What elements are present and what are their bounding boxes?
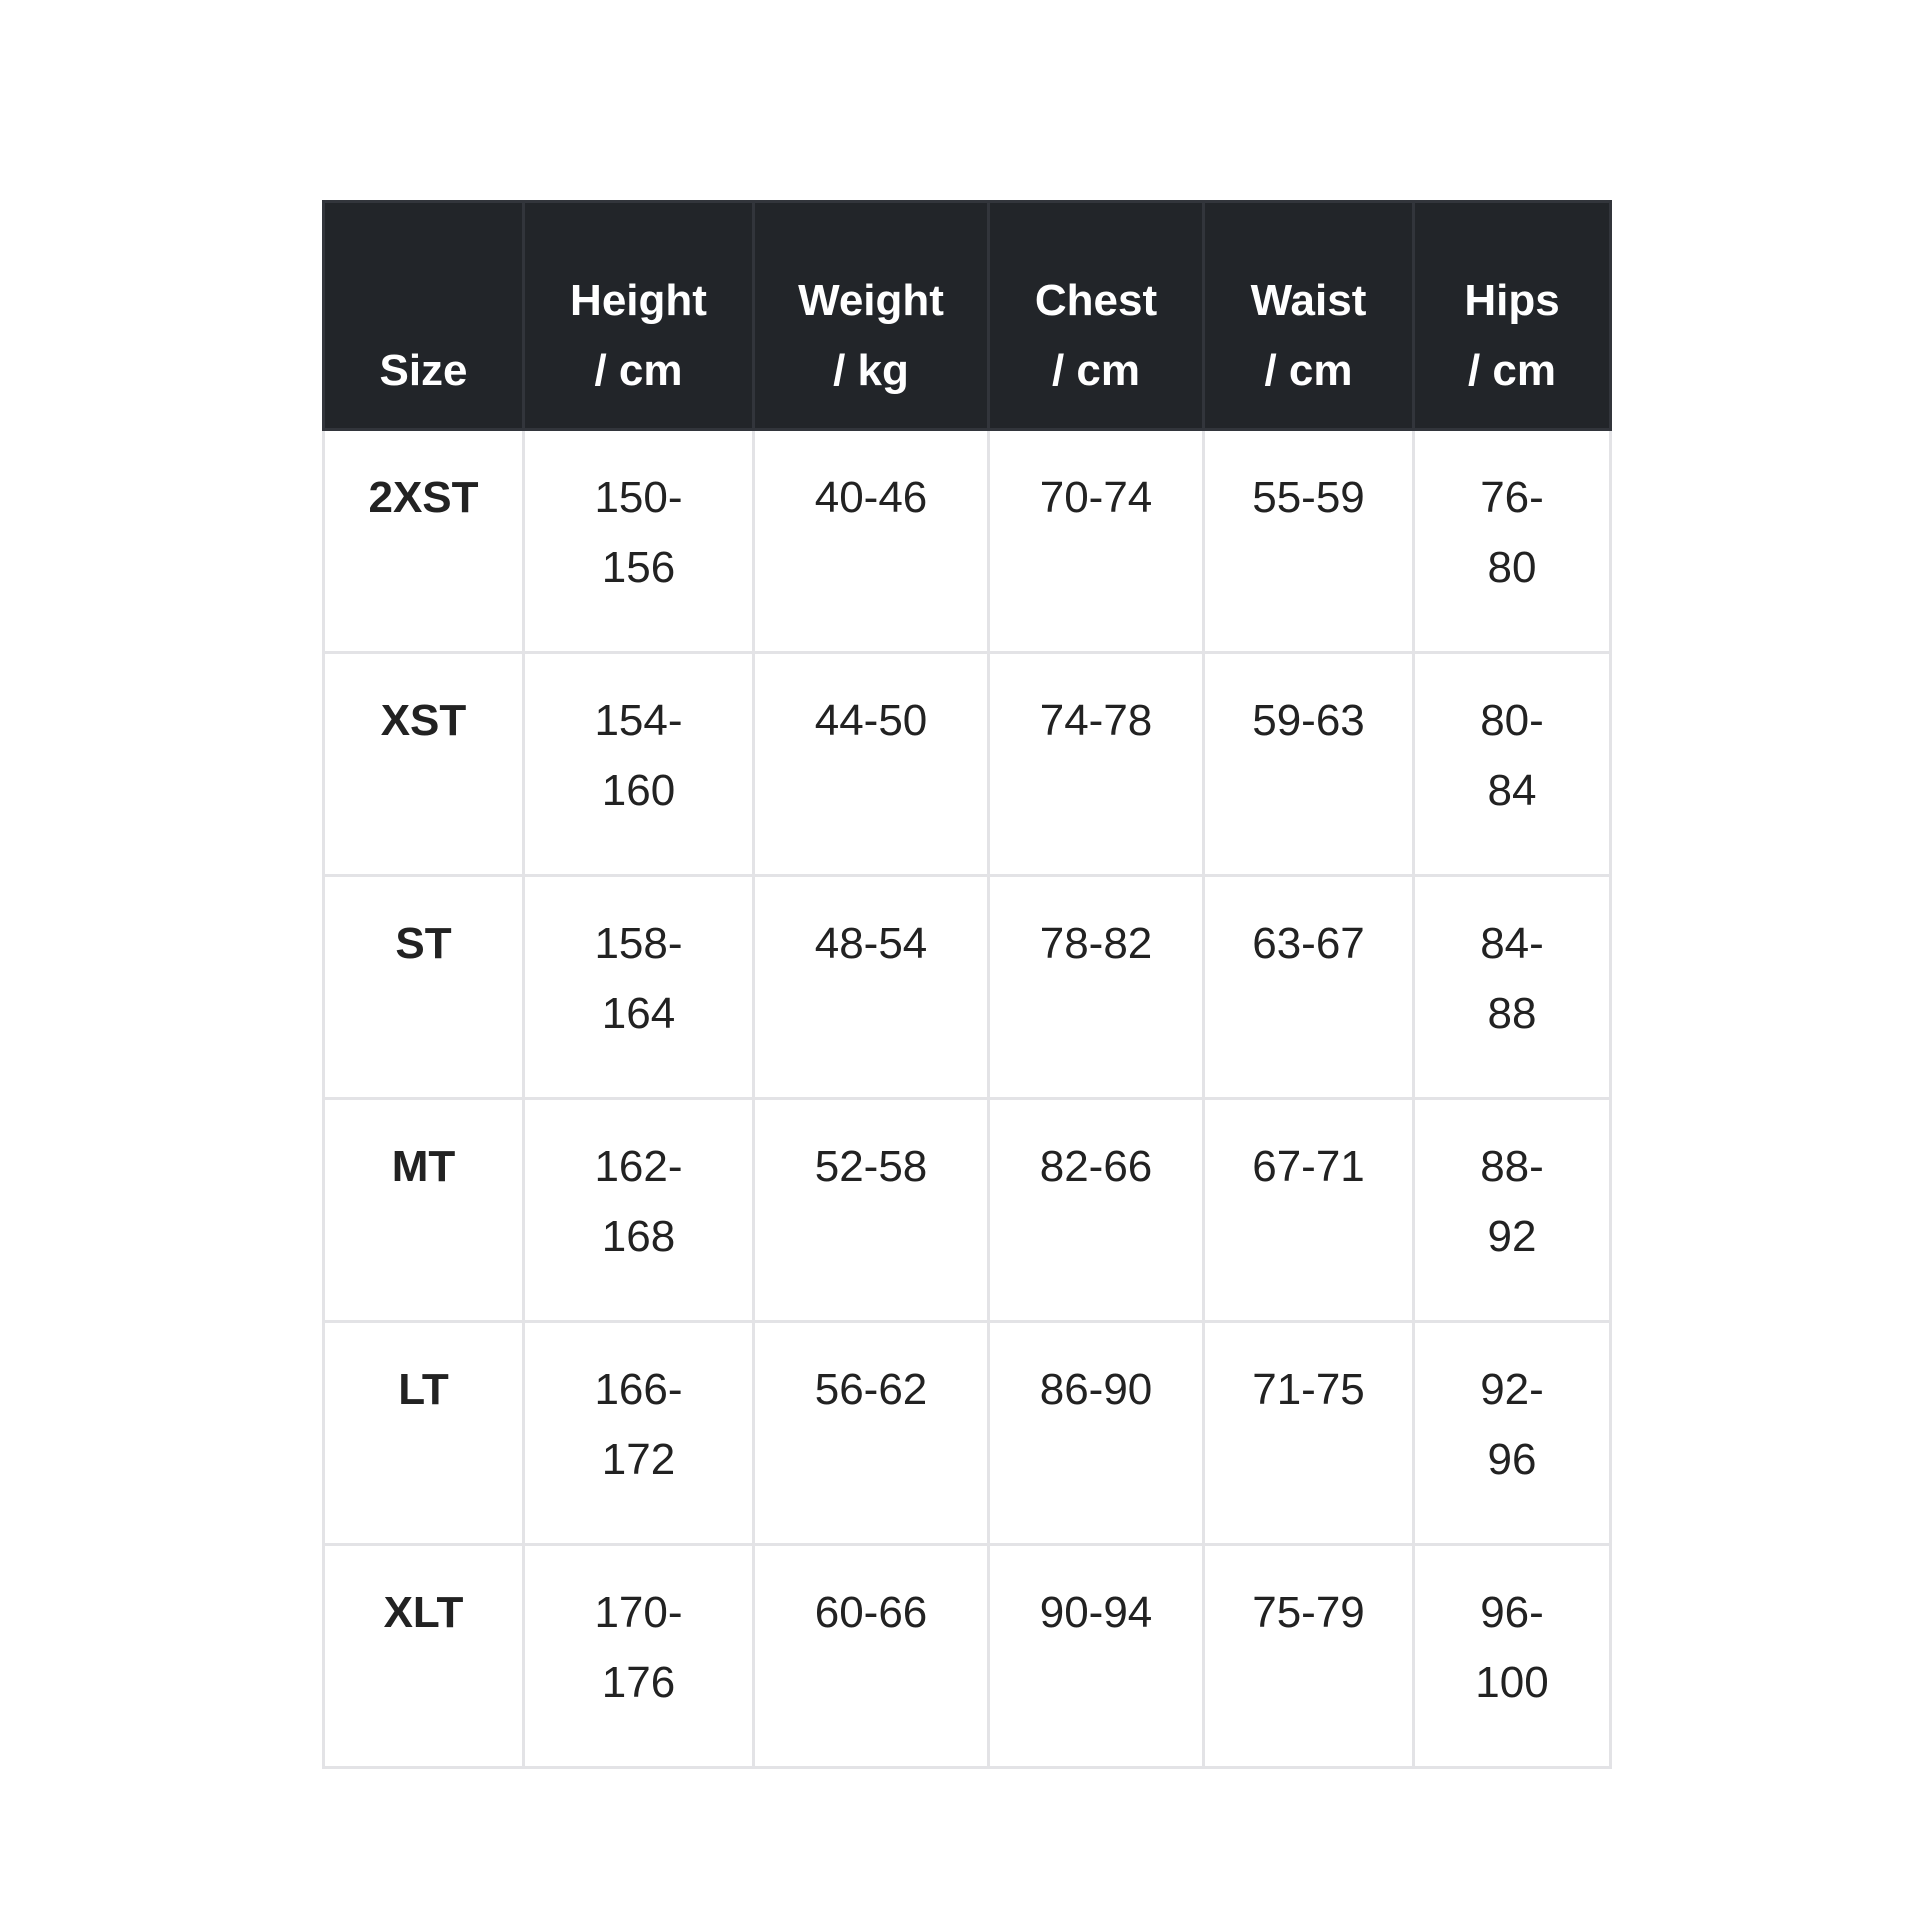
header-waist-line1: Waist [1250,276,1367,325]
header-height-line1: Height [570,276,707,325]
height-value-line2: 172 [601,1435,676,1484]
height-cell [524,1099,754,1322]
table-row [324,1099,1611,1322]
header-weight [754,202,989,430]
size-cell: XST [324,653,524,876]
size-cell: MT [324,1099,524,1322]
table-row [324,1545,1611,1768]
hips-cell [1414,653,1611,876]
height-value-line1: 162- [594,1142,683,1191]
weight-cell: 40-46 [754,430,989,653]
header-chest [989,202,1204,430]
height-cell [524,1545,754,1768]
hips-value-line2: 100 [1475,1658,1549,1707]
table-row [324,876,1611,1099]
waist-cell: 67-71 [1204,1099,1414,1322]
height-value-line1: 158- [594,919,683,968]
size-cell: ST [324,876,524,1099]
header-chest-line2: / cm [1051,346,1141,395]
waist-cell: 71-75 [1204,1322,1414,1545]
weight-cell: 44-50 [754,653,989,876]
header-height-line2: / cm [594,346,683,395]
chest-cell: 78-82 [989,876,1204,1099]
height-value-line2: 156 [601,543,676,592]
weight-cell: 56-62 [754,1322,989,1545]
weight-cell: 48-54 [754,876,989,1099]
size-chart-table [322,200,1612,1769]
size-chart-header [324,202,1611,430]
hips-cell [1414,1099,1611,1322]
hips-value-line2: 92 [1487,1212,1537,1261]
hips-cell [1414,430,1611,653]
waist-cell: 63-67 [1204,876,1414,1099]
height-value-line2: 176 [601,1658,676,1707]
header-hips-line2: / cm [1467,346,1557,395]
hips-value-line1: 96- [1480,1588,1544,1637]
weight-cell: 60-66 [754,1545,989,1768]
header-hips [1414,202,1611,430]
height-cell [524,653,754,876]
height-value-line1: 150- [594,473,683,522]
header-weight-line1: Weight [798,276,944,325]
height-value-line2: 164 [601,989,676,1038]
table-row [324,430,1611,653]
header-hips-line1: Hips [1464,276,1560,325]
height-value-line2: 168 [601,1212,676,1261]
header-size-line2: Size [379,346,468,395]
size-cell: XLT [324,1545,524,1768]
chest-cell: 90-94 [989,1545,1204,1768]
hips-value-line1: 92- [1480,1365,1544,1414]
hips-value-line2: 84 [1487,766,1537,815]
height-cell [524,430,754,653]
header-chest-line1: Chest [1034,276,1158,325]
weight-cell: 52-58 [754,1099,989,1322]
hips-value-line2: 96 [1487,1435,1537,1484]
hips-cell [1414,1545,1611,1768]
header-height [524,202,754,430]
height-value-line1: 154- [594,696,683,745]
size-cell: 2XST [324,430,524,653]
waist-cell: 75-79 [1204,1545,1414,1768]
waist-cell: 59-63 [1204,653,1414,876]
header-weight-line2: / kg [833,346,909,395]
chest-cell: 70-74 [989,430,1204,653]
chest-cell: 82-66 [989,1099,1204,1322]
header-size [324,202,524,430]
hips-value-line1: 80- [1480,696,1544,745]
waist-cell: 55-59 [1204,430,1414,653]
table-row [324,1322,1611,1545]
size-cell: LT [324,1322,524,1545]
hips-value-line1: 76- [1480,473,1544,522]
header-waist [1204,202,1414,430]
hips-cell [1414,1322,1611,1545]
chest-cell: 86-90 [989,1322,1204,1545]
height-value-line1: 166- [594,1365,683,1414]
header-row [324,202,1611,430]
height-cell [524,876,754,1099]
hips-value-line2: 80 [1487,543,1537,592]
hips-value-line1: 88- [1480,1142,1544,1191]
header-waist-line2: / cm [1264,346,1353,395]
table-row [324,653,1611,876]
height-value-line1: 170- [594,1588,683,1637]
hips-cell [1414,876,1611,1099]
hips-value-line2: 88 [1487,989,1537,1038]
height-cell [524,1322,754,1545]
height-value-line2: 160 [601,766,676,815]
chest-cell: 74-78 [989,653,1204,876]
size-chart-body [324,430,1611,1768]
hips-value-line1: 84- [1480,919,1544,968]
